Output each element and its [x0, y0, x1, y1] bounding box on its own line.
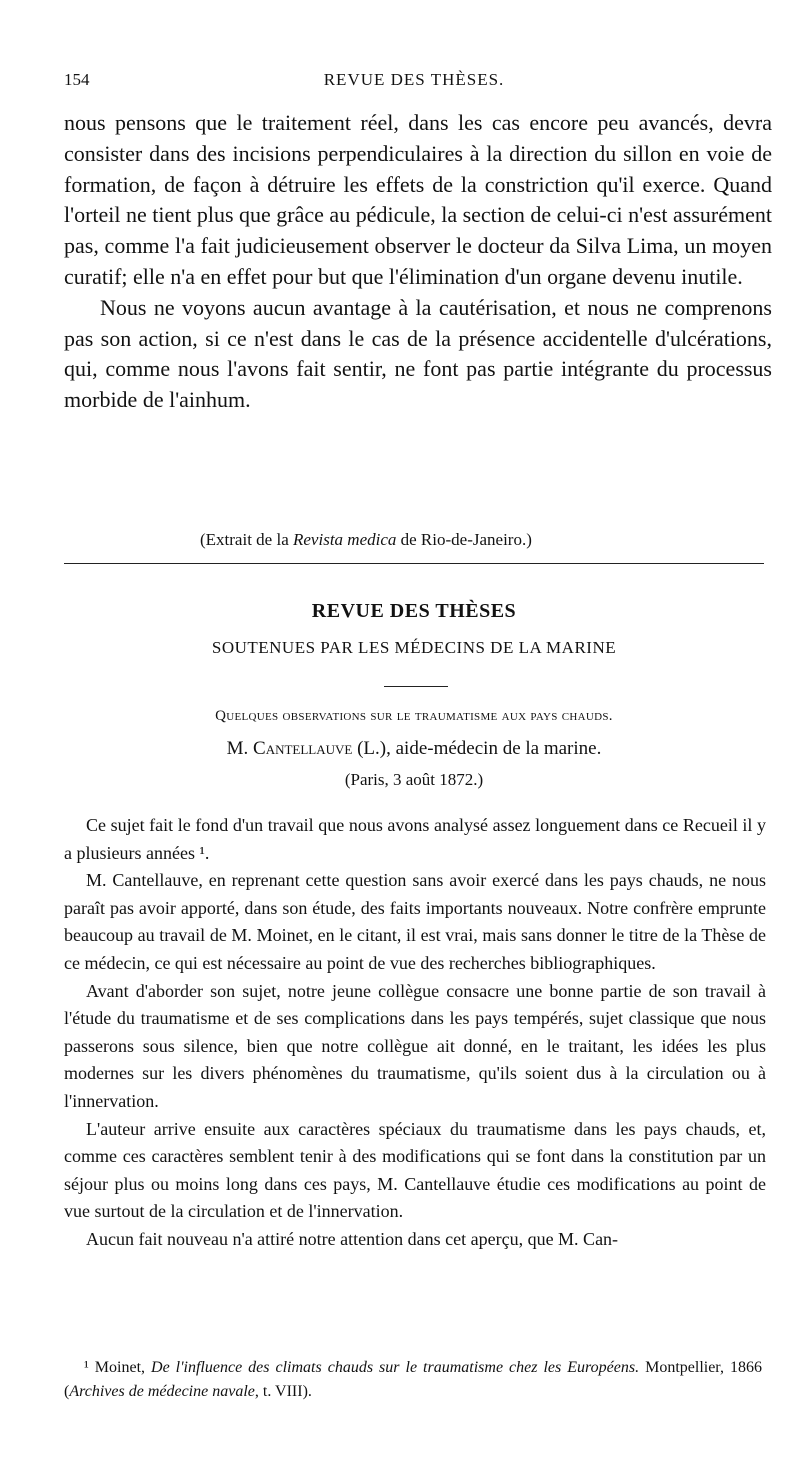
paragraph: L'auteur arrive ensuite aux caractères spéciaux du traumatisme dans les pays chauds, et, comme ces caractères semblent tenir à des modifications qui se font dans la constitution par un séjour plus ou moins long dans ces pays, M. Cantellauve étudie ces modifications au point de vue surtout de la circulation et de l'innervation. [64, 1118, 766, 1222]
thesis-author [64, 738, 764, 760]
source-suffix: de Rio-de-Janeiro.) [396, 530, 532, 549]
author-prefix: M. [226, 738, 254, 759]
thesis-title: Quelques observations sur le traumatisme aux pays chauds. [215, 708, 613, 724]
thesis-date: (Paris, 3 août 1872.) [344, 770, 484, 789]
author-suffix: (L.), aide-médecin de la marine. [352, 738, 602, 759]
running-head-title: REVUE DES THÈSES. [323, 70, 505, 89]
footnote-title: De l'influence des climats chauds sur le traumatisme chez les Européens. [151, 1359, 640, 1376]
paragraph: Avant d'aborder son sujet, notre jeune collègue consacre une bonne partie de son travail à l'étude du traumatisme et de ses complications dans les pays tempérés, sujet classique que nous passerons sous silence, bien que notre collègue ait donné, en le traitant, les idées les plus modernes sur les divers phénomènes du traumatisme, qu'ils soient dus à la circulation ou à l'innervation. [64, 980, 766, 1111]
paragraph: nous pensons que le traitement réel, dans les cas encore peu avancés, devra consister dans des incisions perpendiculaires à la direction du sillon en voie de formation, de façon à détruire les effets de la constriction qu'il exerce. Quand l'orteil ne tient plus que grâce au pédicule, la section de celui-ci n'est assurément pas, comme l'a fait judicieusement observer le docteur da Silva Lima, un moyen curatif; elle n'a en effet pour but que l'élimination d'un organe devenu inutile. [64, 110, 772, 289]
footnote-journal: Archives de médecine navale [69, 1383, 255, 1400]
footnote-suffix: , t. VIII). [254, 1383, 312, 1400]
running-head [64, 70, 764, 94]
section-divider [64, 563, 764, 564]
short-divider [384, 686, 448, 687]
paragraph: Aucun fait nouveau n'a attiré notre attention dans cet aperçu, que M. Can- [86, 1228, 619, 1249]
source-prefix: (Extrait de la [200, 530, 293, 549]
page-number: 154 [64, 70, 90, 89]
paragraph: M. Cantellauve, en reprenant cette question sans avoir exercé dans les pays chauds, ne nous paraît pas avoir apporté, dans son étude, des faits importants nouveaux. Notre confrère emprunte beaucoup au travail de M. Moinet, en le citant, il est vrai, mais sans donner le titre de la Thèse de ce médecin, ce qui est nécessaire au point de vue des recherches bibliographiques. [64, 870, 766, 973]
source-journal: Revista medica [293, 530, 397, 549]
section-title: REVUE DES THÈSES [311, 600, 517, 622]
author-name: Cantellauve [253, 738, 353, 759]
paragraph: Ce sujet fait le fond d'un travail que nous avons analysé assez longuement dans ce Recueil il y a plusieurs années ¹. [64, 815, 766, 863]
footnote [64, 1356, 762, 1404]
section-subtitle: SOUTENUES PAR LES MÉDECINS DE LA MARINE [211, 638, 617, 657]
continued-article [64, 108, 772, 416]
footnote-prefix: ¹ Moinet, [84, 1359, 152, 1376]
footnote-middle: Montpellier, 1866 ( [64, 1359, 762, 1400]
paragraph: Nous ne voyons aucun avantage à la cautérisation, et nous ne comprenons pas son action, si ce n'est dans le cas de la présence accidentelle d'ulcérations, qui, comme nous l'avons fait sentir, ne font pas partie intégrante du processus morbide de l'ainhum. [64, 294, 772, 413]
review-body [64, 812, 766, 1254]
source-citation [200, 530, 700, 550]
